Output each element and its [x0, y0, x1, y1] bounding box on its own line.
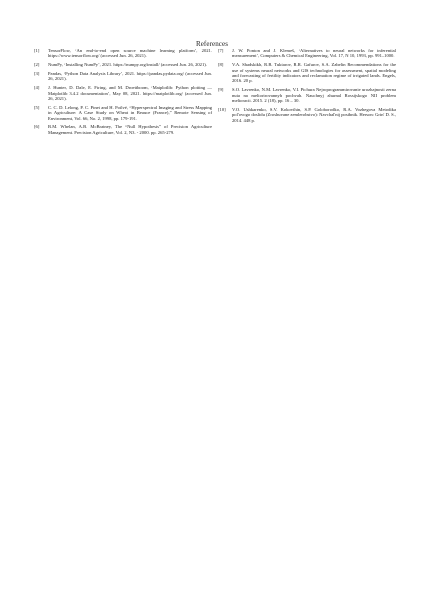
reference-entry [34, 124, 212, 135]
reference-number: [4] [34, 85, 40, 91]
reference-entry [34, 105, 212, 121]
reference-entry [34, 71, 212, 82]
reference-text: B.M. Whelan, A.B. McBratney, The “Null Hypothesis” of Precision Agriculture Management. Precision Agriculture, Vol. 2, N3. - 2000. pp. 265-279. [48, 124, 212, 135]
references-right-column [218, 48, 396, 126]
reference-entry [34, 85, 212, 101]
reference-number: [8] [218, 62, 224, 68]
reference-text: J. W. Ponton and J. Klemeš, ‘Alternatives to neural networks for inferential measurement’, Computers & Chemical Engineering, Vol. 17, N 10, 1993, pp. 991–1000. [232, 48, 396, 59]
reference-entry [34, 62, 212, 67]
reference-entry [34, 48, 212, 59]
reference-entry [218, 87, 396, 103]
reference-number: [5] [34, 104, 40, 110]
reference-text: TensorFlow, ‘An end-to-end open source machine learning platform’, 2021. https://www.tensorflow.org/ (accessed Jun. 26, 2021). [48, 48, 212, 59]
reference-entry [218, 62, 396, 84]
reference-text: V.O. Ushkarenko, S.V. Kokovihin, S.P. Goloborodko, R.A. Vozhegova Metodika pol'ovogo doslidu (Zroshuvane zemlerobstvo): Navchal'nij posibnik. Herson: Grin' D. S., 2014. 448 p. [232, 106, 396, 123]
reference-text: J. Hunter, D. Dale, E. Firing, and M. Droettboom, ‘Matplotlib: Python plotting — Matplotlib 3.4.2 documentation’, May 08, 2021. https://matplotlib.org/ (accessed Jun. 26, 2021). [48, 85, 212, 102]
reference-text: NumPy, ‘Installing NumPy’, 2021. https://numpy.org/install/ (accessed Jun. 26, 2021). [48, 62, 207, 68]
reference-text: V.A. Shadskikh, R.B. Tuktarov, R.R. Gafurov, S.A. Zabelin Recommendations for the use of systems neural networks and GIS technologies for assessment, spatial modeling and forecasting of fertility indicators and reclamation regime of irrigated lands. Engels, 2016. 20 p. [232, 62, 396, 84]
reference-text: S.O. Lavrenko, N.M. Lavrenko, V.I. Pichura Nejroprogrammirovanie urozhajnosti zerna nuta na meliorirovannyh pochvah. Nauchnyj zhurnal Rossijskogo NII problem melioracii. 2015. 2 (18), pp. 16 – 30. [232, 87, 396, 104]
reference-number: [1] [34, 48, 40, 53]
reference-entry [218, 48, 396, 59]
reference-number: [2] [34, 62, 40, 68]
reference-number: [7] [218, 48, 224, 53]
reference-number: [9] [218, 87, 224, 93]
reference-number: [10] [218, 106, 226, 112]
references-heading: References [195, 40, 229, 48]
reference-entry [218, 107, 396, 123]
reference-text: C. C. D. Lelong, P. C. Pinet and H. Poilvé, “Hyperspectral Imaging and Stress Mapping in Agriculture: A Case Study on Wheat in Beauce (France),” Remote Sensing of Environment, Vol. 66, No. 2, 1998, pp. 179-191. [48, 104, 212, 121]
references-left-column [34, 48, 212, 139]
reference-number: [3] [34, 71, 40, 76]
reference-number: [6] [34, 124, 40, 130]
reference-text: Pandas, ‘Python Data Analysis Library’, 2021. https://pandas.pydata.org/ (accessed Jun. 26, 2021). [48, 71, 212, 82]
